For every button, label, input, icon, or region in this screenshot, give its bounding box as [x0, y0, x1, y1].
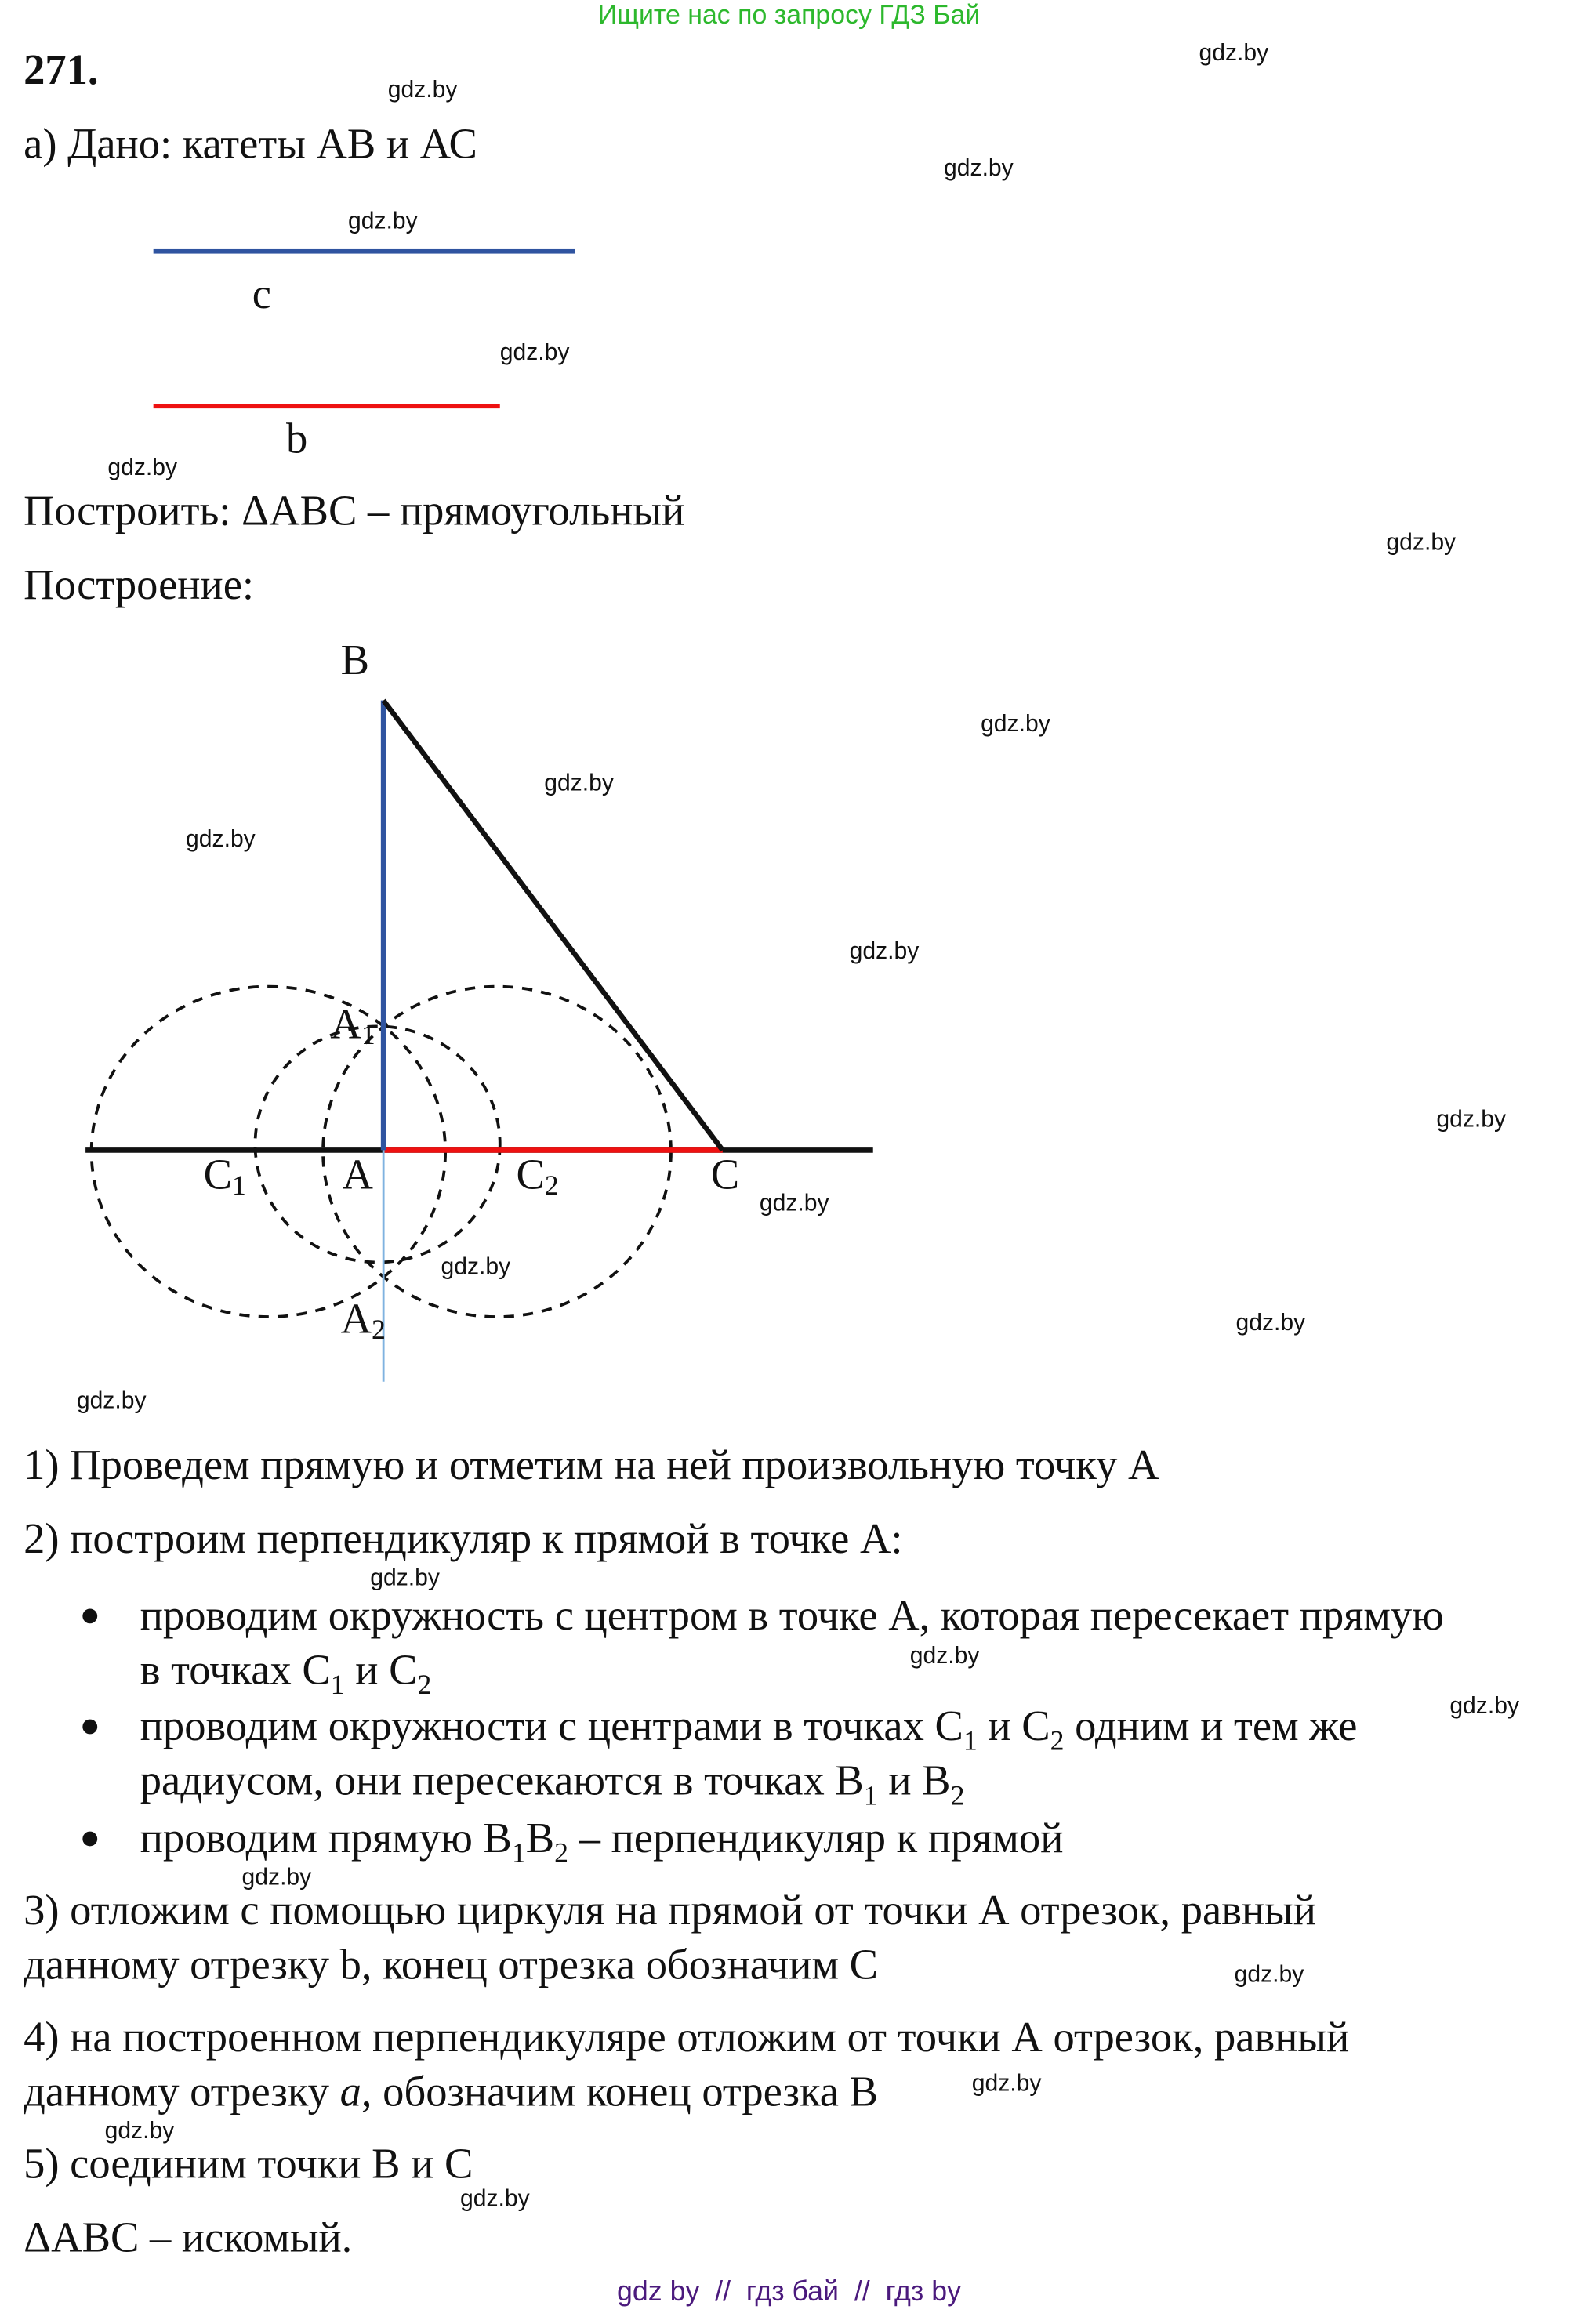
watermark: gdz.by [241, 1865, 312, 1891]
watermark: gdz.by [104, 2119, 175, 2145]
bullet-1-line-1: проводим окружность с центром в точке А, которая пересекает прямую [140, 1592, 1444, 1641]
label-c1: C1 [203, 1150, 246, 1201]
watermark: gdz.by [499, 340, 570, 366]
step-4-line-1: 4) на построенном перпендикуляре отложим от точки А отрезок, равный [24, 2014, 1350, 2062]
bullet-icon [82, 1608, 97, 1623]
watermark: gdz.by [1234, 1963, 1304, 1988]
watermark: gdz.by [944, 156, 1014, 182]
watermark: gdz.by [981, 712, 1050, 738]
step-5: 5) соединим точки В и С [24, 2141, 473, 2188]
watermark: gdz.by [1449, 1694, 1520, 1720]
bullet-1-line-2: в точках $С_1$ и $С_2$ [140, 1647, 432, 1702]
watermark: gdz.by [459, 2186, 530, 2212]
circle-a [255, 1026, 499, 1262]
watermark: gdz.by [76, 1389, 147, 1415]
watermark: gdz.by [186, 827, 256, 853]
watermark: gdz.by [370, 1565, 440, 1591]
bullet-icon [82, 1720, 97, 1735]
watermark: gdz.by [544, 770, 614, 796]
step-3-line-1: 3) отложим с помощью циркуля на прямой от точки А отрезок, равный [24, 1887, 1317, 1935]
step-3-line-2: данному отрезку b, конец отрезка обозначим С [24, 1942, 879, 1989]
watermark: gdz.by [1199, 41, 1269, 67]
construct-text: Построить: ΔАВС – прямоугольный [24, 488, 685, 535]
watermark: gdz.by [849, 939, 920, 965]
watermark: gdz.by [441, 1254, 511, 1280]
watermark: gdz.by [909, 1644, 980, 1670]
bullet-2-line-1: проводим окружности с центрами в точках $С_1$ и $С_2$ одним и тем же [140, 1702, 1358, 1758]
result-text: ΔАВС – искомый. [24, 2214, 353, 2262]
step-4-line-2: данному отрезку a, обозначим конец отрезка В [24, 2068, 879, 2116]
watermark: gdz.by [759, 1191, 829, 1217]
given-text: а) Дано: катеты АВ и АС [24, 121, 477, 169]
watermark: gdz.by [387, 78, 458, 103]
label-a: A [342, 1150, 373, 1198]
construction-heading: Построение: [24, 561, 255, 609]
problem-number: 271. [24, 47, 99, 95]
label-b: B [340, 635, 369, 683]
bullet-2-line-2: радиусом, они пересекаются в точках $В_1$ и $В_2$ [140, 1757, 965, 1812]
label-a2: A2 [340, 1294, 386, 1346]
hypotenuse-bc [383, 701, 723, 1151]
segment-b-label: b [285, 415, 308, 463]
bullet-3: проводим прямую $В_1В_2$ – перпендикуляр к прямой [140, 1815, 1064, 1870]
watermark: gdz.by [347, 209, 418, 235]
watermark: gdz.by [1436, 1107, 1507, 1133]
search-hint-link[interactable]: Ищите нас по запросу ГДЗ Бай [597, 0, 981, 30]
label-c2: C2 [516, 1150, 559, 1201]
segment-c-label: c [252, 271, 271, 319]
watermark: gdz.by [971, 2072, 1042, 2097]
footer-links[interactable]: gdz by // гдз бай // гдз by [617, 2276, 961, 2308]
step-1: 1) Проведем прямую и отметим на ней произвольную точку А [24, 1441, 1159, 1490]
label-a1: A1 [330, 999, 375, 1050]
bullet-icon [82, 1832, 97, 1847]
label-c: C [710, 1150, 740, 1198]
watermark: gdz.by [107, 455, 178, 481]
watermark: gdz.by [1386, 531, 1456, 557]
step-2: 2) построим перпендикуляр к прямой в точке А: [24, 1515, 903, 1564]
watermark: gdz.by [1235, 1311, 1306, 1336]
